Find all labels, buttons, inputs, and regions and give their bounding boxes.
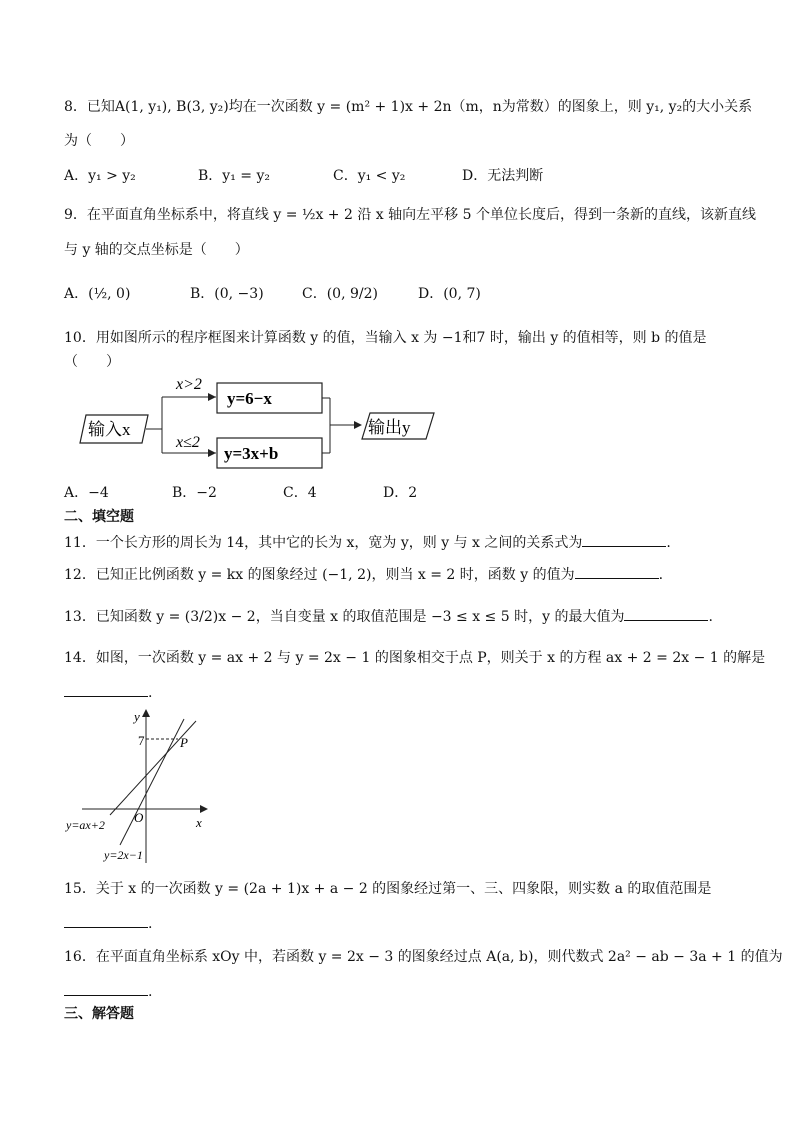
q13-text: 13．已知函数 y = (3/2)x − 2，当自变量 x 的取值范围是 −3 ≤ x ≤ 5 时，y 的最大值为 (64, 609, 625, 625)
q10-stem-cont: （ ） (64, 354, 120, 370)
q14-graph (62, 705, 222, 870)
q15-blank (64, 913, 148, 928)
q15-answer (64, 913, 152, 934)
output-label: 输出y (368, 418, 411, 437)
q12 (64, 564, 663, 585)
q8-option-c: C．y₁ < y₂ (333, 168, 406, 184)
label-2x-minus-1: y=2x−1 (104, 848, 143, 862)
section-answer: 三、解答题 (64, 1006, 134, 1022)
input-label: 输入x (88, 420, 131, 439)
q8-option-b: B．y₁ = y₂ (198, 168, 270, 184)
q13 (64, 606, 713, 627)
q9-stem-cont: 与 y 轴的交点坐标是（ ） (64, 242, 249, 258)
q13-period: . (708, 609, 713, 625)
q10-option-c: C．4 (283, 485, 317, 501)
line-2x-minus-1 (120, 719, 184, 845)
q14-blank (64, 682, 148, 697)
q16-period: . (148, 984, 153, 1000)
q9-option-a: A．(½, 0) (64, 286, 131, 302)
flowchart (72, 375, 452, 475)
section-fill-blank: 二、填空题 (64, 509, 134, 525)
q15-stem: 15．关于 x 的一次函数 y = (2a + 1)x + a − 2 的图象经过第一、三、四象限，则实数 a 的取值范围是 (64, 881, 712, 897)
q15-period: . (148, 916, 153, 932)
box-bottom-label: y=3x+b (224, 444, 279, 463)
box-top-label: y=6−x (227, 389, 272, 408)
q14-period: . (148, 685, 153, 701)
q14-answer (64, 682, 152, 703)
q11-blank (582, 532, 666, 547)
q10-stem: 10．用如图所示的程序框图来计算函数 y 的值，当输入 x 为 −1和7 时，输出 y 的值相等，则 b 的值是 (64, 330, 707, 346)
q11-period: . (666, 535, 671, 551)
q10-option-d: D．2 (383, 485, 418, 501)
q12-period: . (658, 567, 664, 583)
q13-blank (624, 606, 708, 621)
point-p: P (180, 735, 188, 750)
q16-blank (64, 981, 148, 996)
cond-bottom: x≤2 (176, 434, 200, 451)
q16-stem: 16．在平面直角坐标系 xOy 中，若函数 y = 2x − 3 的图象经过点 A(a, b)，则代数式 2a² − ab − 3a + 1 的值为 (64, 949, 783, 965)
label-ax-plus-2: y=ax+2 (66, 818, 105, 832)
q9-option-b: B．(0, −3) (190, 286, 264, 302)
origin-label: O (134, 810, 144, 825)
q8-stem-cont: 为（ ） (64, 133, 134, 149)
q9-option-d: D．(0, 7) (418, 286, 481, 302)
q12-blank (575, 564, 659, 579)
cond-top: x>2 (176, 376, 202, 393)
q8-stem: 8．已知A(1, y₁), B(3, y₂)均在一次函数 y = (m² + 1)x + 2n（m，n为常数）的图象上，则 y₁, y₂的大小关系 (64, 99, 753, 115)
tick-7: 7 (138, 733, 145, 748)
q8-option-a: A．y₁ > y₂ (64, 168, 136, 184)
q16-answer (64, 981, 152, 1002)
q10-option-b: B．−2 (172, 485, 217, 501)
y-axis-label: y (134, 709, 140, 724)
q11-text: 11．一个长方形的周长为 14，其中它的长为 x，宽为 y，则 y 与 x 之间的关系式为 (64, 535, 583, 551)
q9-option-c: C．(0, 9/2) (302, 286, 378, 302)
q9-stem: 9．在平面直角坐标系中，将直线 y = ½x + 2 沿 x 轴向左平移 5 个单位长度后，得到一条新的直线，该新直线 (64, 207, 756, 223)
q10-option-a: A．−4 (64, 485, 109, 501)
q12-text: 12．已知正比例函数 y = kx 的图象经过 (−1, 2)，则当 x = 2 时，函数 y 的值为 (64, 567, 575, 583)
q8-option-d: D．无法判断 (462, 168, 544, 184)
q14-stem: 14．如图，一次函数 y = ax + 2 与 y = 2x − 1 的图象相交于点 P，则关于 x 的方程 ax + 2 = 2x − 1 的解是 (64, 650, 766, 666)
x-axis-label: x (196, 815, 202, 830)
q11 (64, 532, 671, 553)
